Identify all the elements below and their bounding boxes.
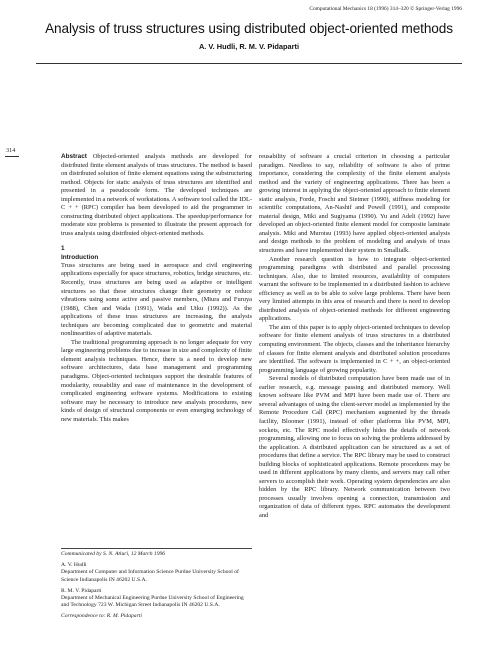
left-column [61, 153, 252, 424]
right-paragraph-4: Several models of distributed computation have been made use of in earlier research, e.g. message passing and distributed memory. Well known software like PVM and MPI have been made use of. There are several advantages of using the client-server model as implemented by the Remote Procedure Call (RPC) mechanism augmented by the threads facility, Bloomer (1991), instead of other platforms like PVM, MPI, sockets, etc. The RPC model effectively hides the details of network programming, allowing one to focus on solving the problems addressed by the application. A distributed application can be structured as a set of procedures that define a service. The RPC library may be used to construct building blocks of sophisticated applications. Remote procedures may be used in different applications by many clients, and servers may call other servers to accomplish their work. Operating system dependencies are also hidden by the RPC library. Network communication between two processes usually involves opening a connection, transmission and organization of data of different types. RPC automates the development and [259, 375, 450, 519]
right-column [259, 153, 450, 521]
communicated-note: Communicated by S. N. Atluri, 12 March 1996 [61, 551, 166, 557]
abstract-text: Objected-oriented analysis methods are developed for distributed finite element analysis of truss structures. The method is based on distributed solution of finite element equations using the substructuring method. Objects for static analysis of truss structures are identified and presented in a pseudocode form. The developed techniques are implemented in a network of workstations. A software tool called the IDL-C + + (RPC) compiler has been developed to aid the programmer in constructing distributed object applications. The speedup/performance for moderate size problems is presented to illustrate the present approach for truss analysis using distributed object-oriented methods. [61, 153, 253, 237]
intro-paragraph-2: The traditional programming approach is no longer adequate for very large engineering problems due to increase in size and complexity of finite element analysis techniques. Hence, there is a need to develop new software architectures, data base management and programming paradigms. Object-oriented techniques support the desirable features of modularity, reusability and ease of maintenance in the development of complicated engineering software systems. Modifications to existing software may be necessary to introduce new analysis procedures, new kinds of design of structural components or even emerging technology of new materials. This makes [61, 338, 252, 423]
correspondence-note: Correspondence to: R. M. Pidaparti [61, 613, 142, 620]
abstract [61, 153, 252, 238]
right-paragraph-3: The aim of this paper is to apply object-oriented techniques to develop software for finite element analysis of truss structures in a distributed computing environment. The objects, classes and the inheritance hierarchy of classes for finite element analysis and distributed solution procedures are identified. The software is implemented in C + +, an object-oriented programming language of growing popularity. [259, 323, 450, 374]
page-number-rule [5, 156, 19, 157]
author2-block [61, 588, 252, 610]
paper-title: Analysis of truss structures using distributed object-oriented methods [45, 21, 453, 36]
section-title: Introduction [61, 253, 99, 261]
right-paragraph-2: Another research question is how to integrate object-oriented programming paradigms with distributed and parallel processing techniques. Also, due to limited resources, availability of computers warrant the software to be implemented in a distributed fashion to achieve efficiency as well as to be able to solve large problems. There have been very limited attempts in this area of research and there is need to develop distributed analysis of object-oriented methods for different engineering applications. [259, 255, 450, 323]
footnote-rule [61, 548, 252, 549]
author1-block [61, 562, 252, 584]
header-rule [36, 63, 462, 64]
author2-affiliation: Department of Mechanical Engineering Purdue University School of Engineering and Technology 723 W. Michigan Street Indianapolis IN 46202 U.S.A. [61, 595, 244, 609]
author2-name: R. M. V. Pidaparti [61, 587, 102, 594]
journal-header [309, 6, 462, 13]
right-paragraph-1: reusability of software a crucial criterion in choosing a particular paradigm. Needless to say, reliability of software is also of prime importance, considering the complexity of the finite element analysis method and the variety of engineering applications. There has been a growing interest in applying the object-oriented approach to finite element static analysis, Forde, Foschi and Steimer (1990), stiffness modeling for scientific computations, An-Nashif and Powell (1991), and composite material design, Miki and Sugiyama (1990). Yu and Adeli (1992) have developed an object-oriented finite element model for composite laminate analysis. Miki and Murotsu (1993) have applied object-oriented analysis and design methods to the problem of modeling and analysis of truss structures and have implemented their system in Smalltalk. [259, 153, 450, 255]
page-number: 314 [6, 147, 16, 154]
section-number: 1 [61, 245, 65, 253]
intro-paragraph-1: Truss structures are being used in aerospace and civil engineering applications especially for space structures, robotics, bridge structures, etc. Recently, truss structures are being used as adaptive or intelligent structures so that these structures change their geometry or reduce vibrations using some active and passive members, (Miura and Furuya (1988), Chen and Wada (1991), Wada and Utku (1992)). As the applications of these truss structures are increasing, the analysis techniques are becoming complicated due to geometric and material nonlinearities of adaptive materials. [61, 261, 252, 338]
author1-affiliation: Department of Computer and Information Science Purdue University School of Science Indianapolis IN 46202 U.S.A. [61, 569, 239, 583]
journal-citation: Computational Mechanics 18 (1996) 314–320 © Springer-Verlag 1996 [309, 6, 462, 12]
footnotes [61, 548, 252, 625]
abstract-label: Abstract [61, 153, 87, 160]
author1-name: A. V. Hudli [61, 562, 87, 569]
author-list: A. V. Hudli, R. M. V. Pidaparti [198, 42, 300, 51]
